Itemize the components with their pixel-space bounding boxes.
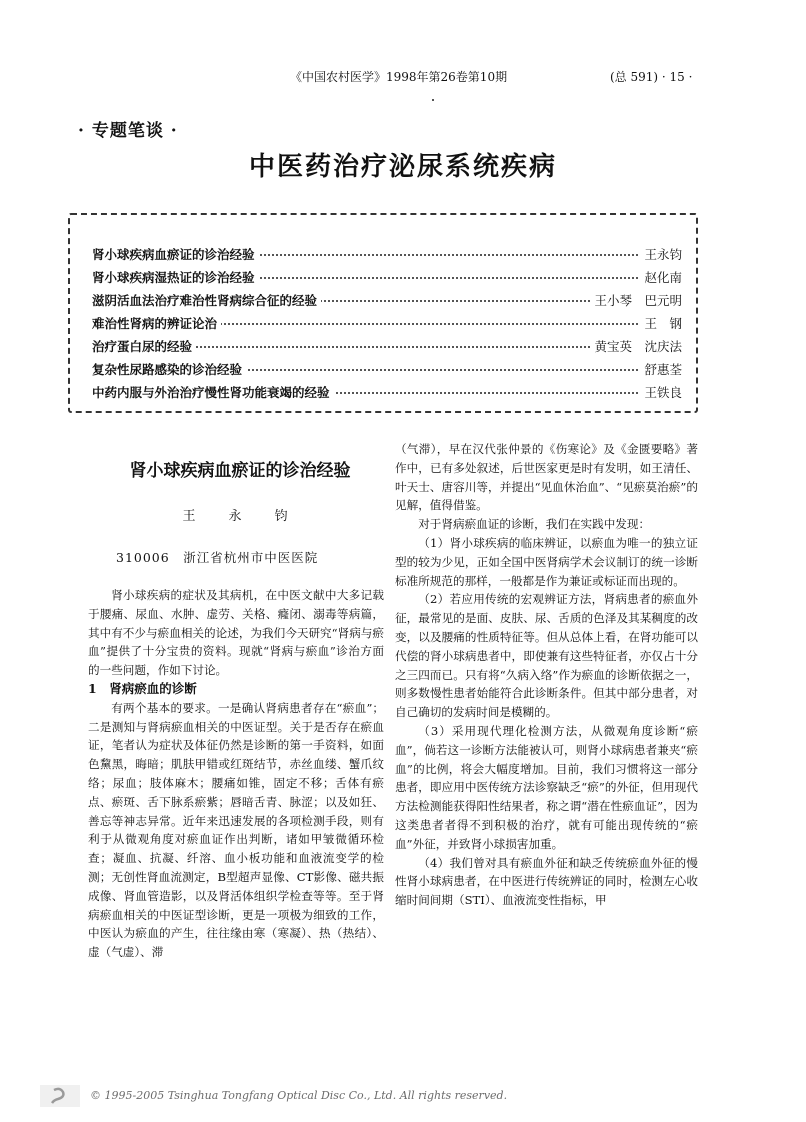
- toc-item-title: 复杂性尿路感染的诊治经验: [92, 360, 246, 378]
- publisher-logo-icon: [40, 1085, 80, 1107]
- article-title: 肾小球疾病血瘀证的诊治经验: [129, 461, 351, 481]
- toc-item-author: 王 钢: [640, 314, 682, 332]
- toc-item-author: 王永钧: [640, 245, 682, 263]
- journal-citation: 《中国农村医学》1998年第26卷第10期: [290, 70, 508, 84]
- stray-dot: [432, 99, 434, 101]
- toc-item-title: 滋阴活血法治疗难治性肾病综合征的经验: [92, 291, 321, 309]
- toc-item[interactable]: [92, 314, 682, 334]
- toc-item-author: 黄宝英 沈庆法: [590, 337, 682, 355]
- paragraph: （3）采用现代理化检测方法，从微观角度诊断“瘀血”，倘若这一诊断方法能被认可，则肾小球病患者兼夹“瘀血”的比例，将会大幅度增加。目前，我们习惯将这一部分患者，即应用中医传统方法诊察缺乏“瘀”的外征，但用现代方法检测能获得阳性结果者，称之谓“潜在性瘀血证”，因为这类患者者得不到积极的治疗，就有可能出现传统的“瘀血”外征，并致肾小球损害加重。: [395, 723, 698, 851]
- toc-item[interactable]: [92, 291, 682, 311]
- paragraph: 对于肾病瘀血证的诊断，我们在实践中发现：: [418, 517, 651, 532]
- right-column: [395, 440, 698, 910]
- toc-item-author: 王铁良: [640, 383, 682, 401]
- toc-item-title: 肾小球疾病血瘀证的诊治经验: [92, 245, 259, 263]
- toc-item[interactable]: [92, 245, 682, 265]
- toc-item-title: 难治性肾病的辨证论治: [92, 314, 221, 332]
- article-author: 王 永 钧: [182, 509, 298, 524]
- toc-item-title: 治疗蛋白尿的经验: [92, 337, 196, 355]
- section-heading: 1 肾病瘀血的诊断: [88, 680, 197, 696]
- paragraph: （气滞），早在汉代张仲景的《伤寒论》及《金匮要略》著作中，已有多处叙述，后世医家更是时有发明，如王清任、叶天士、唐容川等，并提出“见血休治血”、“见瘀莫治瘀”的见解，值得借鉴。: [395, 442, 698, 513]
- page-number: (总 591) · 15 ·: [610, 70, 693, 84]
- table-of-contents: [68, 213, 698, 413]
- section-tag: · 专题笔谈 ·: [78, 121, 178, 141]
- paragraph: 肾小球疾病的症状及其病机，在中医文献中大多记载于腰痛、尿血、水肿、虚劳、关格、癃闭、溺毒等病篇，其中有不少与瘀血相关的论述，为我们今天研究“肾病与瘀血”提供了十分宝贵的资料。现就“肾病与瘀血”诊治方面的一些问题，作如下讨论。: [88, 588, 384, 678]
- toc-item[interactable]: [92, 337, 682, 357]
- toc-item-author: 王小琴 巴元明: [590, 291, 682, 309]
- page-title: 中医药治疗泌尿系统疾病: [248, 152, 557, 182]
- paragraph: （2）若应用传统的宏观辨证方法，肾病患者的瘀血外征，最常见的是面、皮肤、尿、舌质的色泽及其某稠度的改变，以及腰痛的性质特征等。但从总体上看，在肾功能可以代偿的肾小球病患者中，即使兼有这些特征者，亦仅占十分之三四而已。只有将“久病入络”作为瘀血的诊断依据之一，则多数慢性患者始能符合此诊断条件。但其中部分患者，对自己确切的发病时间是模糊的。: [395, 592, 698, 720]
- copyright-footer: © 1995-2005 Tsinghua Tongfang Optical Disc Co., Ltd. All rights reserved.: [90, 1089, 508, 1102]
- toc-item-author: 赵化南: [640, 268, 682, 286]
- toc-item[interactable]: [92, 383, 682, 403]
- toc-item-author: 舒惠荃: [640, 360, 682, 378]
- toc-item[interactable]: [92, 360, 682, 380]
- toc-item-title: 中药内服与外治治疗慢性肾功能衰竭的经验: [92, 383, 334, 401]
- toc-item-title: 肾小球疾病湿热证的诊治经验: [92, 268, 259, 286]
- paragraph: （1）肾小球疾病的临床辨证，以瘀血为唯一的独立证型的较为少见，正如全国中医肾病学术会议制订的统一诊断标准所规范的那样，一般都是作为兼证或标证而出现的。: [395, 535, 698, 588]
- page-header: [90, 68, 710, 88]
- article-affiliation: 310006 浙江省杭州市中医医院: [116, 550, 319, 565]
- toc-item[interactable]: [92, 268, 682, 288]
- left-column: [88, 586, 384, 962]
- paragraph: 有两个基本的要求。一是确认肾病患者存在“瘀血”；二是测知与肾病瘀血相关的中医证型。关于是否存在瘀血证，笔者认为症状及体征仍然是诊断的第一手资料，如面色黧黑，晦暗；肌肤甲错或红斑结节，赤丝血缕、蟹爪纹络；尿血；肢体麻木；腰痛如锥，固定不移；舌体有瘀点、瘀斑、舌下脉系瘀紫；唇暗舌青、脉涩；以及如狂、善忘等神志异常。近年来迅速发展的各项检测手段，则有利于从微观角度对瘀血证作出判断，诸如甲皱微循环检查；凝血、抗凝、纤溶、血小板功能和血液流变学的检测；无创性肾血流测定，B型超声显像、CT影像、磁共振成像、肾血管造影，以及肾活体组织学检查等等。至于肾病瘀血相关的中医证型诊断，更是一项极为细致的工作，中医认为瘀血的产生，往往缘由寒（寒凝）、热（热结）、虚（气虚）、滞: [88, 700, 384, 960]
- paragraph: （4）我们曾对具有瘀血外征和缺乏传统瘀血外征的慢性肾小球病患者，在中医进行传统辨证的同时，检测左心收缩时间间期（STI）、血液流变性指标，甲: [395, 855, 698, 908]
